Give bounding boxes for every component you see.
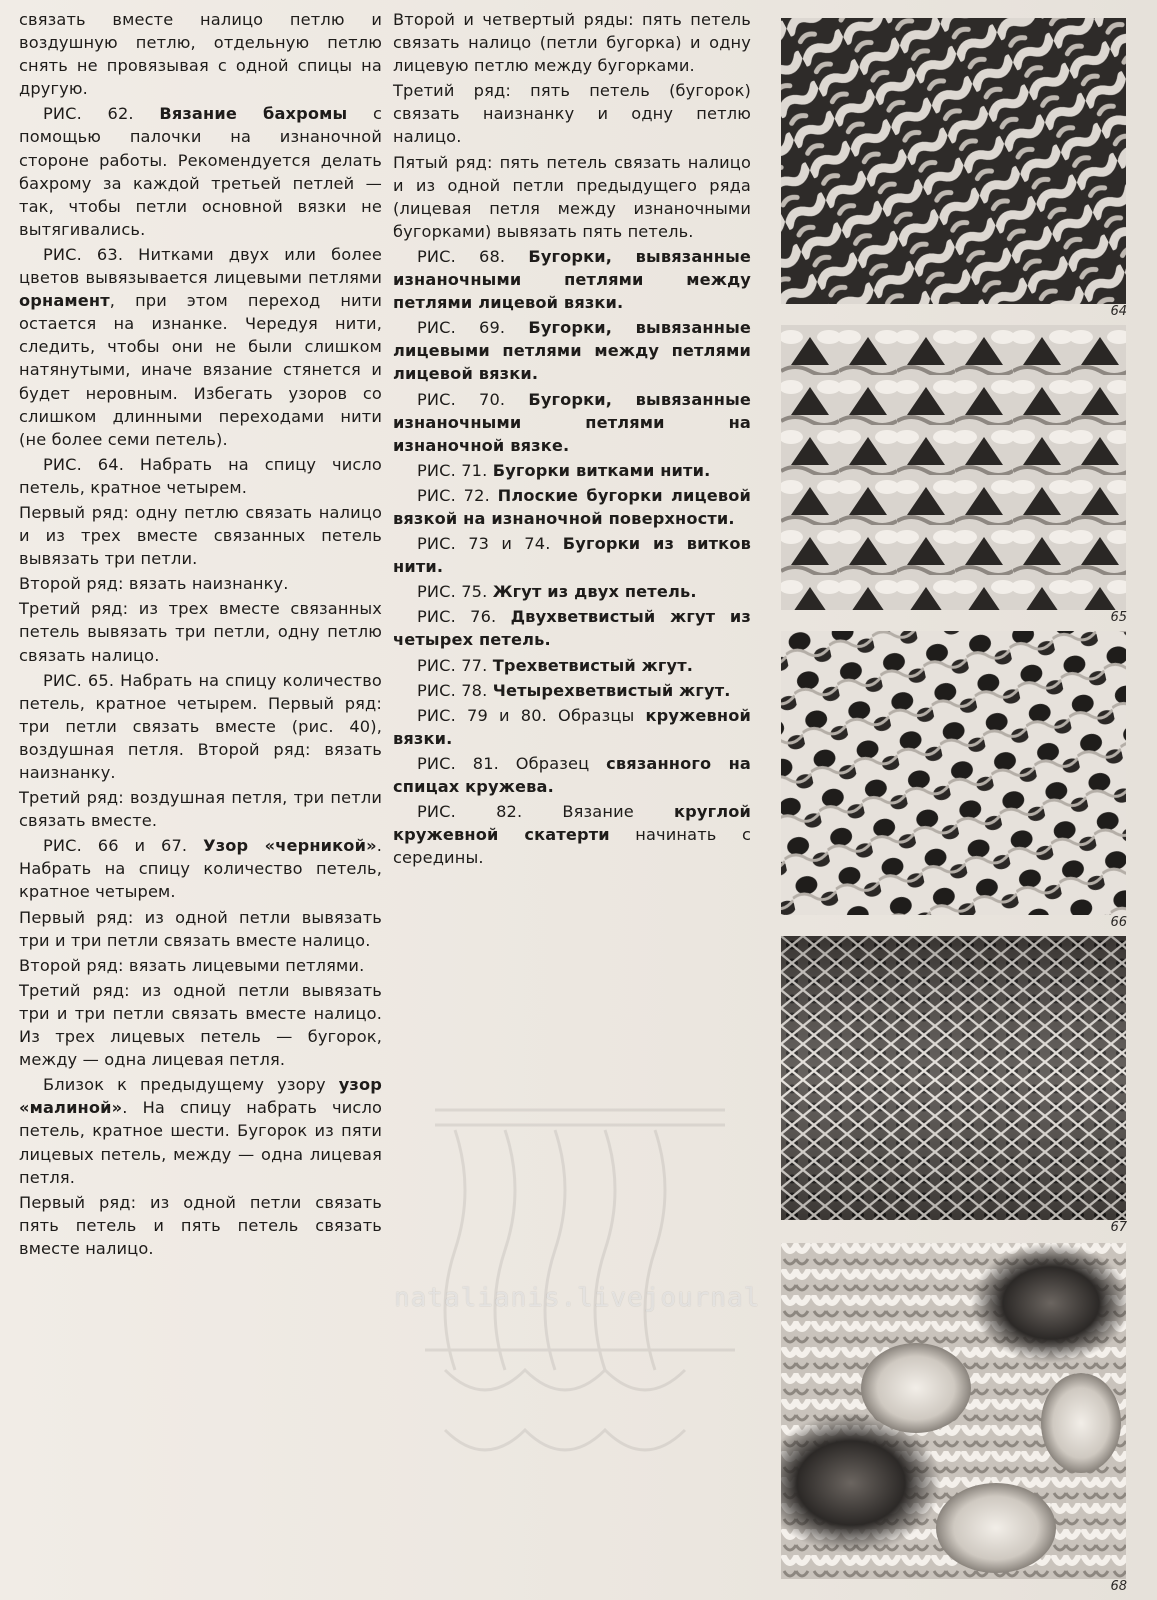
- paragraph-text: с помощью палочки на изнаночной стороне работы. Рекомендуется делать бахрому за каждой третьей петлей — так, чтобы петли основной вязки не вытягивались.: [19, 104, 382, 239]
- paragraph: Третий ряд: пять петель (бугорок) связать наизнанку и одну петлю налицо.: [393, 81, 751, 147]
- figure-column: [781, 14, 1133, 1596]
- caption-fig73-74: [393, 532, 751, 578]
- watermark: natalianis.livejournal: [394, 1283, 761, 1313]
- knit-pattern-diagonal-icon: [781, 18, 1126, 304]
- paragraph: Пятый ряд: пять петель связать налицо и из одной петли предыдущего ряда (лицевая петля между изнаночными бугорками) вывязать пять петель.: [393, 152, 751, 241]
- caption-fig79-80: [393, 704, 751, 750]
- bold-term: Бугорки витками нити.: [492, 460, 711, 480]
- bold-term: Трехветвистый жгут.: [492, 655, 694, 675]
- paragraph: связать вместе налицо петлю и воздушную петлю, отдельную петлю снять не провязывая с одной спицы на другую.: [19, 10, 382, 99]
- figure-number: 67: [1110, 1220, 1127, 1235]
- knit-pattern-lace-icon: [781, 936, 1126, 1220]
- caption-fig81: [393, 752, 751, 798]
- knit-pattern-raspberry-icon: [781, 1243, 1126, 1579]
- fig-ref: РИС. 76.: [417, 607, 511, 627]
- paragraph: Третий ряд: из трех вместе связанных петель вывязать три петли, одну петлю связать налицо.: [19, 599, 382, 665]
- text-column-middle: [393, 8, 751, 871]
- caption-fig69: [393, 316, 751, 385]
- caption-fig78: [393, 679, 751, 702]
- fig-ref: РИС. 81. Образец: [417, 753, 607, 773]
- paragraph: Второй ряд: вязать наизнанку.: [19, 574, 289, 594]
- bold-term: связанного на спицах кружева.: [393, 753, 751, 796]
- figure-number: 66: [1110, 915, 1127, 930]
- caption-fig70: [393, 388, 751, 457]
- bold-term: круглой кружевной скатерти: [393, 802, 751, 845]
- bold-term: узор «малиной»: [19, 1075, 382, 1118]
- caption-fig68: [393, 245, 751, 314]
- paragraph-fig65: РИС. 65. Набрать на спицу количество петель, кратное четырем. Первый ряд: три петли связать вместе (рис. 40), воздушная петля. Второй ряд: вязать наизнанку.: [19, 670, 382, 782]
- fig-ref: РИС. 68.: [417, 246, 529, 266]
- caption-fig72: [393, 484, 751, 530]
- fig-ref: РИС. 62.: [43, 104, 160, 124]
- knit-pattern-mesh-icon: [781, 631, 1126, 915]
- fig-ref: РИС. 79 и 80. Образцы: [417, 705, 646, 725]
- fig-ref: РИС. 75.: [417, 582, 493, 602]
- paragraph-fig66-67: [19, 834, 382, 903]
- caption-fig77: [393, 654, 751, 677]
- fig-ref: РИС. 70.: [417, 389, 529, 409]
- paragraph: Второй и четвертый ряды: пять петель связать налицо (петли бугорка) и одну лицевую петлю между бугорками.: [393, 10, 751, 76]
- figure-68-photo: [781, 1243, 1126, 1579]
- caption-fig71: [393, 459, 751, 482]
- figure-66-photo: [781, 631, 1126, 915]
- paragraph-text: , при этом переход нити остается на изнанке. Чередуя нити, следить, чтобы они не были слишком натянутыми, иначе вязание стянется и будет неровным. Избегать узоров со слишком длинными переходами нити (не более семи петель).: [19, 291, 382, 449]
- bold-term: Четырехветвистый жгут.: [492, 680, 731, 700]
- figure-64-photo: [781, 18, 1126, 304]
- paragraph: Первый ряд: одну петлю связать налицо и из трех вместе связанных петель вывязать три петли.: [19, 502, 382, 569]
- bold-term: Бугорки из витков нити.: [393, 534, 751, 577]
- bold-term: Вязание бахромы: [159, 104, 348, 124]
- paragraph-text: РИС. 63. Нитками двух или более цветов вывязывается лицевыми петлями: [19, 244, 382, 288]
- fig-ref: РИС. 73 и 74.: [417, 534, 563, 554]
- fig-ref: РИС. 69.: [417, 318, 529, 338]
- fig-ref: РИС. 71.: [417, 460, 493, 480]
- bold-term: орнамент: [19, 291, 110, 311]
- caption-fig75: [393, 580, 751, 603]
- paragraph-text: . Набрать на спицу количество петель, кратное четырем.: [19, 836, 382, 902]
- paragraph-fig62: [19, 102, 382, 241]
- bold-term: Двухветвистый жгут из четырех петель.: [393, 607, 751, 650]
- fig-ref: РИС. 82. Вязание: [417, 802, 675, 822]
- paragraph-text: Близок к предыдущему узору: [43, 1075, 339, 1095]
- paragraph-text: . На спицу набрать число петель, кратное шести. Бугорок из пяти лицевых петель, между — одна лицевая петля.: [19, 1098, 382, 1187]
- bold-term: Узор «черникой»: [203, 836, 377, 856]
- bold-term: Бугорки, вывязанные изнаночными петлями на изнаночной вязке.: [393, 389, 751, 455]
- figure-number: 68: [1110, 1579, 1127, 1594]
- figure-67-photo: [781, 936, 1126, 1220]
- fig-ref: РИС. 78.: [417, 680, 493, 700]
- paragraph: Первый ряд: из одной петли вывязать три и три петли связать вместе налицо.: [19, 907, 382, 950]
- bold-term: Жгут из двух петель.: [492, 582, 697, 602]
- bold-term: Бугорки, вывязанные изнаночными петлями между петлями лицевой вязки.: [393, 246, 751, 313]
- fig-ref: РИС. 77.: [417, 655, 493, 675]
- figure-number: 65: [1110, 610, 1127, 625]
- figure-65-photo: [781, 325, 1126, 610]
- paragraph-raspberry: [19, 1073, 382, 1188]
- text-column-left: [19, 8, 382, 1262]
- paragraph-text: начинать с середины.: [393, 825, 751, 868]
- caption-fig76: [393, 605, 751, 651]
- paragraph: Второй ряд: вязать лицевыми петлями.: [19, 955, 365, 975]
- bold-term: кружевной вязки.: [393, 705, 751, 748]
- fig-ref: РИС. 72.: [417, 485, 498, 505]
- paragraph: Третий ряд: воздушная петля, три петли связать вместе.: [19, 788, 382, 831]
- paragraph-fig64: РИС. 64. Набрать на спицу число петель, кратное четырем.: [19, 454, 382, 497]
- knit-pattern-bobble-icon: [781, 325, 1126, 610]
- figure-number: 64: [1110, 304, 1127, 319]
- paragraph: Первый ряд: из одной петли связать пять петель и пять петель связать вместе налицо.: [19, 1192, 382, 1258]
- bold-term: Бугорки, вывязанные лицевыми петлями между петлями лицевой вязки.: [393, 318, 751, 384]
- bold-term: Плоские бугорки лицевой вязкой на изнаночной поверхности.: [393, 485, 751, 528]
- paragraph: Третий ряд: из одной петли вывязать три и три петли связать вместе налицо. Из трех лицевых петель — бугорок, между — одна лицевая петля.: [19, 980, 382, 1070]
- fig-ref: РИС. 66 и 67.: [43, 836, 204, 856]
- caption-fig82: [393, 800, 751, 869]
- paragraph-fig63: [19, 243, 382, 451]
